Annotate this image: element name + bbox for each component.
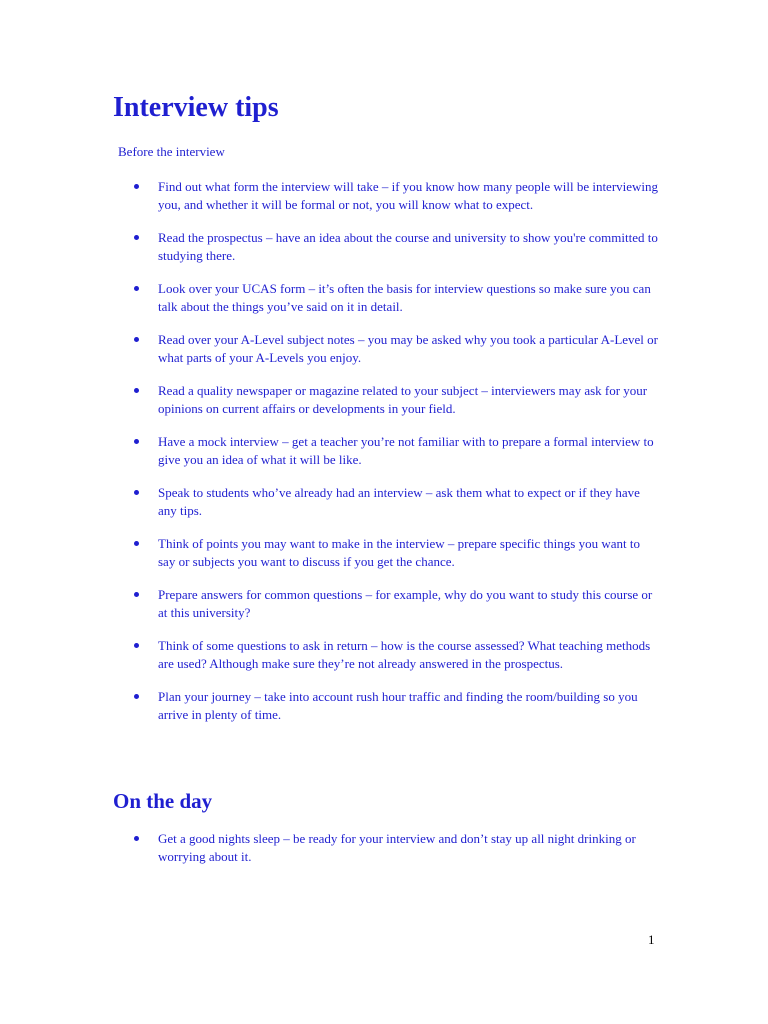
bullet-icon	[134, 592, 139, 597]
list-item-text: Prepare answers for common questions – for example, why do you want to study this course or at this university?	[158, 587, 653, 620]
bullet-icon	[134, 490, 139, 495]
list-item	[0, 178, 768, 213]
list-item-text: Get a good nights sleep – be ready for your interview and don’t stay up all night drinking or worrying about it.	[158, 831, 636, 864]
page-title: Interview tips	[113, 92, 279, 123]
list-item	[0, 280, 768, 315]
bullet-icon	[134, 286, 139, 291]
list-item-text: Think of some questions to ask in return – how is the course assessed? What teaching methods are used? Although make sure they’re not already answered in the prospectus.	[158, 638, 651, 671]
list-item-text: Have a mock interview – get a teacher you’re not familiar with to prepare a formal interview to give you an idea of what it will be like.	[158, 434, 654, 467]
list-item-text: Read a quality newspaper or magazine related to your subject – interviewers may ask for your opinions on current affairs or developments in your field.	[158, 383, 648, 416]
list-item-text: Find out what form the interview will take – if you know how many people will be interviewing you, and whether it will be formal or not, you will know what to expect.	[158, 179, 659, 212]
bullet-icon	[134, 643, 139, 648]
list-item	[0, 229, 768, 264]
list-item	[0, 331, 768, 366]
list-item	[0, 637, 768, 672]
list-item-text: Speak to students who’ve already had an interview – ask them what to expect or if they have any tips.	[158, 485, 640, 518]
bullet-icon	[134, 184, 139, 189]
list-item-text: Read over your A-Level subject notes – you may be asked why you took a particular A-Level or what parts of your A-Levels you enjoy.	[158, 332, 658, 365]
list-item	[0, 688, 768, 723]
bullet-icon	[134, 388, 139, 393]
list-item	[0, 535, 768, 570]
list-item-text: Think of points you may want to make in the interview – prepare specific things you want to say or subjects you want to discuss if you get the chance.	[158, 536, 640, 569]
bullet-icon	[134, 541, 139, 546]
page-number: 1	[648, 932, 655, 947]
section-intro: Before the interview	[118, 144, 225, 159]
list-item	[0, 382, 768, 417]
bullet-icon	[134, 235, 139, 240]
list-item-text: Plan your journey – take into account rush hour traffic and finding the room/building so you arrive in plenty of time.	[158, 689, 638, 722]
list-item	[0, 433, 768, 468]
on-the-day-list	[0, 830, 768, 881]
bullet-icon	[134, 694, 139, 699]
list-item	[0, 484, 768, 519]
list-item	[0, 830, 768, 865]
list-item-text: Look over your UCAS form – it’s often the basis for interview questions so make sure you can talk about the things you’ve said on it in detail.	[158, 281, 651, 314]
bullet-icon	[134, 836, 139, 841]
before-interview-list	[0, 178, 768, 739]
list-item-text: Read the prospectus – have an idea about the course and university to show you're committed to studying there.	[158, 230, 658, 263]
bullet-icon	[134, 337, 139, 342]
section-heading: On the day	[113, 789, 213, 813]
list-item	[0, 586, 768, 621]
bullet-icon	[134, 439, 139, 444]
